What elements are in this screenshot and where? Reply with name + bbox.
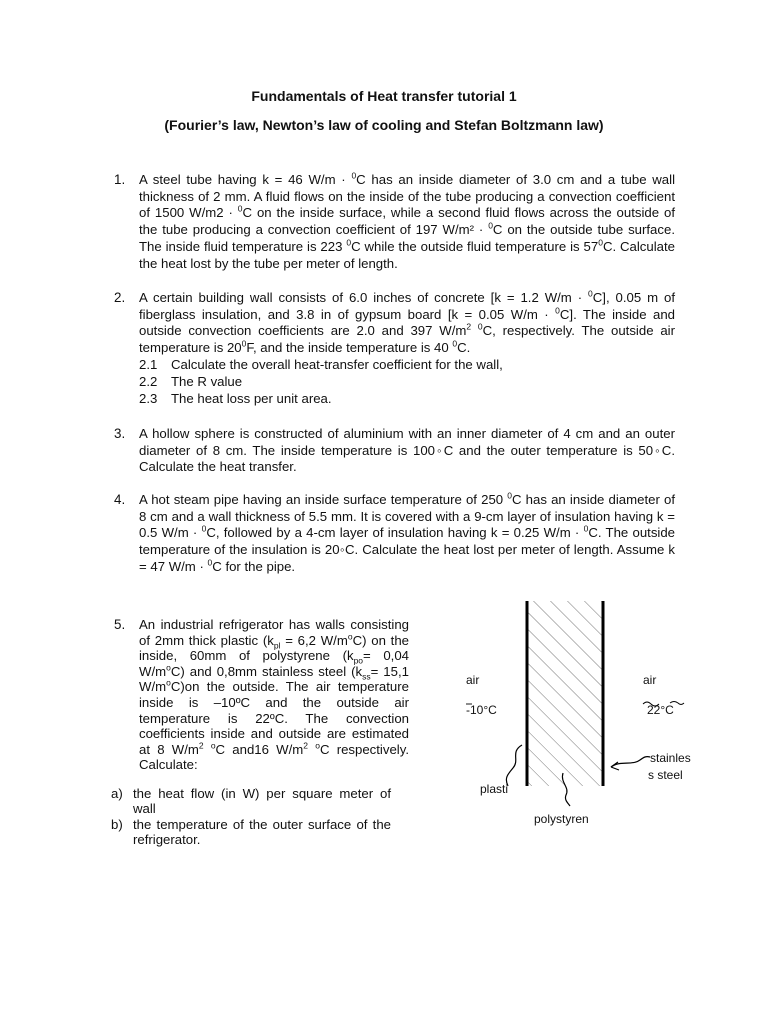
stainless-steel-label-2: s steel [648,768,683,782]
temp-outside-label: 22°C [647,703,674,717]
question-4-text: A hot steam pipe having an inside surface temperature of 250 $^0$C has an inside diameter of 8 cm and a wall thickness of 5.5 mm. It is covered with a 9-cm layer of insulation having k = 0.5 W/m · $^0$C, followed by a 4-cm layer of insulation having k = 0.25 W/m · $^0$C. The outside temperature of the insulation is 20◦C. Calculate the heat lost per meter of length. Assume k = 47 W/m · $^0$C for the pipe. [139,490,676,574]
steel-leader [611,757,650,767]
question-2-text: A certain building wall consists of 6.0 inches of concrete [k = 1.2 W/m · $^0$C], 0.05 m of fiberglass insulation, and 3.8 in of gypsum board [k = 0.05 W/m · $^0$C]. The inside and outside convection coefficients are 2.0 and 397 $W/m^2$ $^0$C, respectively. The outside air temperature is $20^0F$, and the inside temperature is 40 $^0$C. [139,288,675,356]
question-5-part-a-label: a) [111,786,123,801]
question-1-text: A steel tube having k = 46 W/m · $^0$C has an inside diameter of 3.0 cm and a tube wall thickness of 2 mm. A fluid flows on the inside of the tube producing a convection coefficient of 1500 W/m2 · $^0$C on the inside surface, while a second fluid flows across the outside of the tube producing a convection coefficient of 197 W/m² · $^0$C on the outside tube surface. The inside fluid temperature is 223 $^0$C while the outside fluid temperature is $57^0C$. Calculate the heat lost by the tube per meter of length. [139,170,675,271]
question-5-part-a-text: the heat flow (in W) per square meter of wall [133,786,391,817]
polystyrene-leader [562,773,570,806]
plastic-leader [506,745,522,786]
question-5-number: 5. [114,617,126,632]
question-2-sub-2: 2.2 The R value [139,374,243,389]
document-subtitle: (Fourier’s law, Newton’s law of cooling and Stefan Boltzmann law) [164,117,604,133]
question-2-number: 2. [114,290,126,305]
question-1-number: 1. [114,172,126,187]
question-5-part-b-text: the temperature of the outer surface of the refrigerator. [133,817,391,848]
question-3-text: A hollow sphere is constructed of aluminium with an inner diameter of 4 cm and an outer diameter of 8 cm. The inside temperature is 100◦C and the outer temperature is 50◦C. Calculate the heat transfer. [139,426,675,475]
question-4-number: 4. [114,492,126,507]
polystyrene-layer [527,601,603,786]
temp-inside-label: -10°C [466,703,497,717]
air-outside-label: air [643,673,657,687]
document-title: Fundamentals of Heat transfer tutorial 1 [251,88,517,104]
question-2-sub-1: 2.1 Calculate the overall heat-transfer coefficient for the wall, [139,357,503,372]
plastic-label: plasti [480,782,509,796]
question-5-part-b-label: b) [111,817,123,832]
question-2-sub-3: 2.3 The heat loss per unit area. [139,391,332,406]
stainless-steel-label-1: stainles [650,751,691,765]
polystyrene-label: polystyren [534,812,589,826]
question-3-number: 3. [114,426,126,441]
air-inside-label: air [466,673,480,687]
question-5-text: An industrial refrigerator has walls consisting of 2mm thick plastic ($k_{pl} = 6,2$ $W/m^oC$) on the inside, 60mm of polystyrene ($k_{po}= 0,04$ $W/m^oC$) and 0,8mm stainless steel ($k_{ss}= 15,1$ $W/m^oC)on$ the outside. The air temperature inside is –10ºC and the outside air temperature is 22ºC. The convection coefficients inside and outside are estimated at 8 $W/m^2$ $^o$C and16 $W/m^2$ $^o$C respectively. Calculate: [139,617,410,773]
